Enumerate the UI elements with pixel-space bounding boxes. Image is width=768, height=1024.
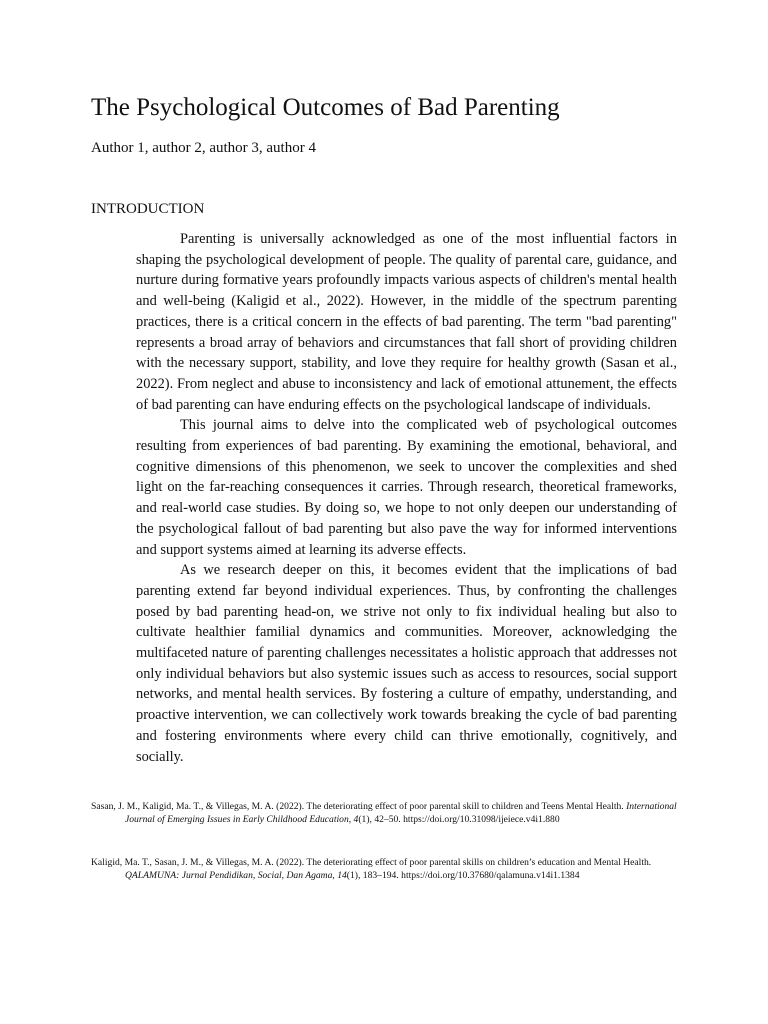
author-list: Author 1, author 2, author 3, author 4 bbox=[91, 140, 316, 156]
section-heading-introduction: INTRODUCTION bbox=[91, 201, 205, 217]
reference-authors-title: Kaligid, Ma. T., Sasan, J. M., & Villegas, M. A. (2022). The deteriorating effect of poor parental skills on children’s education and Mental Health. bbox=[91, 857, 652, 869]
reference-authors-title: Sasan, J. M., Kaligid, Ma. T., & Villegas, M. A. (2022). The deteriorating effect of poor parental skill to children and Teens Mental Health. bbox=[91, 801, 627, 812]
reference-separator: , bbox=[348, 813, 354, 825]
reference-pages-doi: (1), 42–50. https://doi.org/10.31098/ijeiece.v4i1.880 bbox=[358, 813, 560, 825]
reference-pages-doi: (1), 183–194. https://doi.org/10.37680/qalamuna.v14i1.1384 bbox=[346, 869, 580, 881]
reference-journal: QALAMUNA: Jurnal Pendidikan, Social, Dan Agama bbox=[125, 869, 333, 881]
reference-item-2 bbox=[91, 857, 677, 882]
paragraph-3: As we research deeper on this, it becomes evident that the implications of bad parenting extend far beyond individual experiences. Thus, by confronting the challenges posed by bad parenting head-on, we strive not only to fix individual healing but also to cultivate healthier familial dynamics and communities. Moreover, acknowledging the multifaceted nature of parenting challenges necessitates a holistic approach that addresses not only individual behaviors but also systemic issues such as access to resources, social support networks, and mental health services. By fostering a culture of empathy, understanding, and proactive intervention, we can collectively work towards breaking the cycle of bad parenting and fostering environments where every child can thrive emotionally, cognitively, and socially. bbox=[136, 562, 677, 765]
reference-volume: 4 bbox=[353, 813, 359, 825]
paragraph-1: Parenting is universally acknowledged as one of the most influential factors in shaping the psychological development of people. The quality of parental care, guidance, and nurture during formative years profoundly impacts various aspects of children's mental health and well-being (Kaligid et al., 2022). However, in the middle of the spectrum parenting practices, there is a critical concern in the effects of bad parenting. The term "bad parenting" represents a broad array of behaviors and circumstances that fall short of providing children with the necessary support, stability, and love they require for healthy growth (Sasan et al., 2022). From neglect and abuse to inconsistency and lack of emotional attunement, the effects of bad parenting can have enduring effects on the psychological landscape of individuals. bbox=[136, 231, 677, 413]
reference-item-1 bbox=[91, 801, 677, 826]
document-title: The Psychological Outcomes of Bad Parenting bbox=[91, 94, 560, 121]
paragraph-2: This journal aims to delve into the complicated web of psychological outcomes resulting from experiences of bad parenting. By examining the emotional, behavioral, and cognitive dimensions of this phenomenon, we seek to uncover the complexities and shed light on the far-reaching consequences it carries. Through research, theoretical frameworks, and real-world case studies. By doing so, we hope to not only deepen our understanding of the psychological fallout of bad parenting but also pave the way for informed interventions and support systems aimed at learning its adverse effects. bbox=[136, 417, 677, 558]
reference-journal: International Journal of Emerging Issues in Early Childhood Education bbox=[125, 801, 677, 825]
introduction-body bbox=[136, 229, 677, 767]
reference-list bbox=[91, 801, 677, 913]
reference-separator: , bbox=[332, 869, 338, 881]
reference-volume: 14 bbox=[337, 869, 347, 881]
